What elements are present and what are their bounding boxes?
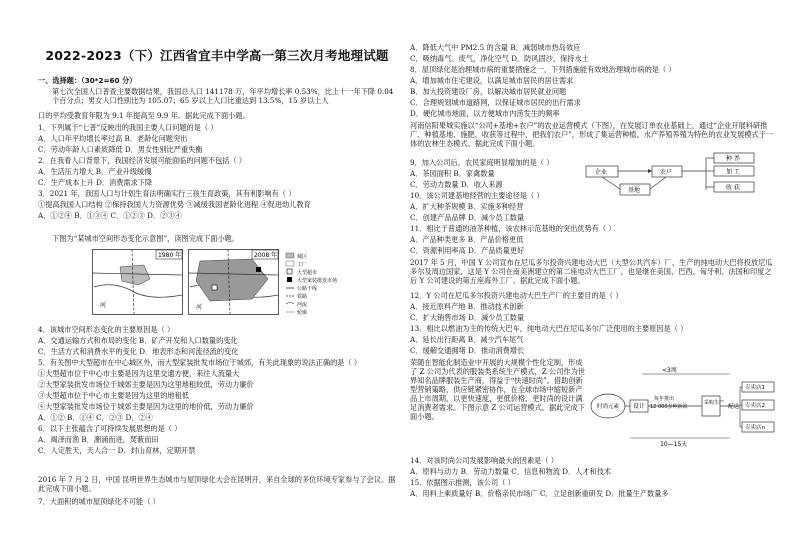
question-11: 11．相比于普通的油茶种植，该农林示范基地的突出优势有（ ） [410,224,616,233]
question-10: 10．该公司建基地经营的主要途径是（ ） [410,191,544,200]
processing-label: 加 工 [726,168,740,176]
question-9: 9．加入公司后，农民家庭明显增加的是（ ） [410,158,554,167]
z-company-figure [590,362,776,448]
option-line: C．人定胜天，天人合一 D．封山育林，定期开禁 [38,446,196,455]
legend-item: 大型超市 [297,270,318,276]
option-line: C．劳动力数量 D．收入来源 [410,180,503,189]
furnishing-market-marker [256,267,261,272]
passage-line: 2017 年 5 月，中国 Y 公司宣布在尼瓜多尔投资兴建电动大巴（大型公共汽车）厂，生产的纯电动大巴将投放尼瓜多尔及周边国家，这是 Y 公司在南美洲建立的第二座电动大巴工厂，也是继在美国、巴西、匈牙利、法国和印度之后 Y 公司建设的第五座海外工厂。据此完成下面小题。 [410,258,773,285]
question-7: 7．大面积的城市屋顶绿化不可能（ ） [38,497,160,506]
passage-line: 口的平均受教育年限为 9.1 年提高至 9.9 年。据此完成下面小题。 [38,111,250,120]
passage-line: 第七次全国人口普查主要数据结果，我国总人口 141178 万，年平均增长率 0.53%，比上十一年下降 0.04 个百分点；男女人口性别比为 105.07；65 岁以上人口比重达到 13.5%，15 岁以上人 [52,87,394,105]
option-line: A．茶园面积 B．家禽数量 [410,169,495,178]
option-line: D．硬化城市地面，以方便城市内涝发生的频率 [410,109,560,118]
question-14: 14．对该时尚公司发展影响最大的因素是（ ） [410,456,558,465]
styles-label: 12 000多种新款 [650,404,688,410]
passage-line: 下图为“某城市空间形态变化示意图”，读图完成下面小题。 [52,234,240,243]
farmer-label: 农户 [660,169,673,176]
option-line: A．产品种类更多 B．产品价格更低 [410,235,524,244]
legend-item: 公路干线 [297,286,318,292]
city-map-figure [92,245,344,317]
option-line: A．降低大气中 PM2.5 的含量 B．减弱城市热岛效应 [410,43,581,52]
year-1980-label: 1980 年 [158,252,182,259]
legend-item: 河流 [297,302,308,308]
question-6: 6．以下主张蕴含了可持续发展思想的是（ ） [38,424,182,433]
option-line: A．增加城市住宅建设，以满足城市居民的居住需求 [410,76,574,85]
days-short-label: <3周 [662,367,677,374]
river-label: 河 [100,302,107,309]
harvest-label: 收 获 [726,184,740,192]
question-5: 5．有关图中大型超市在中心城区外，而大型家装批发市场位于城郊，有关此现象的说法正确的是（ ） [38,358,362,367]
option-line: C．生活方式和消费水平的变化 D．地表形态和河流径流的变化 [38,347,239,356]
farm-model-figure [580,152,770,198]
section-heading: 一、选择题：（30*2=60 分） [38,76,137,85]
question-3: 3．2021 年，我国人口与计划生育法明确实行三孩生育政策，其有利影响有（ ） [38,189,296,198]
option-line: C．劳动年龄人口素质降低 D．男女性别比严重失衡 [38,145,203,154]
option-line: C．扩大销售市场 D．减少员工数量 [410,313,525,322]
passage-line: 荣随在智能化制造业中开展的大规模个性化定制，形成了 Z 公司为代表的服装类系统生产模式，Z 公司作为世界知名品牌服装生产商，得益于“快速时尚”。借助创新型营销策略，供应链紧密协作，在全球市场中缩短新产品上市周期，以更快速度、更低价格、更时尚的设计满足消费者需求。下图示意 Z 公司运营模式。据此完成下面小题。 [410,358,585,421]
option-line: ①提高我国人口结构 ②保持我国人力资源优势 ③减缓我国老龄化进程 ④促进幼儿教育 [38,200,311,209]
passage-line: 河南信阳果城实施以“公司+基地+农户”的农业运营模式（下图），在发展订单农业基础上，通过“企业开展科研推广、种植基地、施肥、收获等过程中，把我们农户”，形成了集运营种植、水产养殖养殖为特色的农业发展模式于一体的农林生态模式。据此完成下面小题。 [410,121,774,148]
statement-line: ①大型超市位于中心市主要是因为这里交通方便，来往人流量大 [38,369,240,378]
option-line: C．缓解交通拥堵 D．推动消费增长 [410,346,525,355]
annual-label: 每年推出 [654,396,675,402]
enterprise-label: 企业 [595,169,608,176]
legend-item: 轮廓 [297,310,308,316]
page-title: 2022-2023（下）江西省宜丰中学高一第三次月考地理试题 [45,48,389,63]
fashion-label: 时尚元素 [597,404,620,410]
option-line: A．生活压力增大 B．产业升级缓慢 [38,167,152,176]
legend-item: 城区 [297,254,308,260]
option-line: C．创建产品品牌 D．减少员工数量 [410,213,525,222]
question-12: 12．Y 公司在尼瓜多尔投资兴建电动大巴生产厂的主要目的是（ ） [410,291,623,300]
procure-label: 采购生产 [704,400,725,406]
option-line: A．人口年平均增长率过高 B．老龄化问题突出 [38,134,188,143]
question-4: 4．该城市空间形态变化的主要原因是（ ） [38,325,175,334]
legend-item: 铁路 [297,294,308,300]
map-legend [286,253,337,316]
option-line: A．延长出行距离 B．减少汽车尾气 [410,335,524,344]
planting-label: 种 养 [726,155,740,163]
legend-item: 大型家装批发市场 [297,278,338,284]
store-2-label: 专卖店2 [745,403,765,409]
statement-line: ④大型家装批发市场位于城郊主要是因为这里的地价低，劳动力廉价 [38,402,254,411]
option-line: A．原料与动力 B．劳动力数量 C．信息和物流 D．人才和技术 [410,467,612,476]
question-15: 15．依据图示推测，该公司（ ） [410,478,515,487]
river-label: 河 [196,304,203,311]
question-13: 13．相比以燃油为主的传统大巴车，纯电动大巴在尼瓜多尔广泛使用的主要原因是（ ） [410,324,688,333]
store-1-label: 专卖店1 [745,385,765,391]
year-2008-label: 2008 年 [254,252,278,259]
question-2: 2．在我看人口背景下，我国经济发展可能面临的问题不包括（ ） [38,156,247,165]
option-line: C．吸纳毒气、废气，净化空气 D．防风固沙，保持水土 [410,54,589,63]
option-line: C．生产成本上升 D．消费需求下降 [38,178,153,187]
option-line: C．合理规划城市道路网，以保证城市居民的出行需求 [410,98,581,107]
option-line: A．竭泽而渔 B．潮涌而进，焚薮而田 [38,435,159,444]
option-line: A．接近原料产地 B．推动技术创新 [410,302,524,311]
legend-item: 工厂 [297,262,308,268]
statement-line: ②大型家装批发市场位于城郊主要是因为这里地租较低，劳动力廉价 [38,380,254,389]
supermarket-marker [212,285,217,290]
design-label: 设计 [633,403,646,410]
procure-box [702,396,720,416]
option-line: B．加大投资建设厂房，以解决城市居民就业问题 [410,87,567,96]
option-line: A．扩大种茶规模 B．实施多种经营 [410,202,524,211]
passage-line: 2016 年 7 月 2 日，中国 昆明世界生态城市与屋顶绿化大会在昆明开，来自全球的多位环境专家参与了会议。据此完成下面小题。 [38,475,396,493]
base-label: 基地 [628,187,641,194]
option-line: A．交通运输方式和布局的变化 B．矿产开发和人口数量的变化 [38,336,238,345]
days-long-label: 10—15天 [660,441,688,448]
question-1: 1．下列属于“七普”反映出的我国主要人口问题的是（ ） [38,123,218,132]
option-line: A．①②④ B．①③④ C．①②③ D．②③④ [38,211,182,220]
option-line: A．①② B．①④ C．②③ D．②④ [38,413,153,422]
question-8: 8．屋顶绿化是治理城市病的重要措施之一，下列措施能有效地治理城市病的是（ ） [410,65,676,74]
store-n-label: 专卖店n [745,425,765,431]
option-line: C．资源利用率高 D．产品质量更好 [410,246,525,255]
logistics-label: 配送 [728,404,740,410]
option-line: A．用料上乘质量好 B．价格亲民市场广 C．立足创新重研发 D．批量生产数量多 [410,489,669,498]
statement-line: ③大型超市位于中心市主要是因为这里的地租低 [38,391,189,400]
